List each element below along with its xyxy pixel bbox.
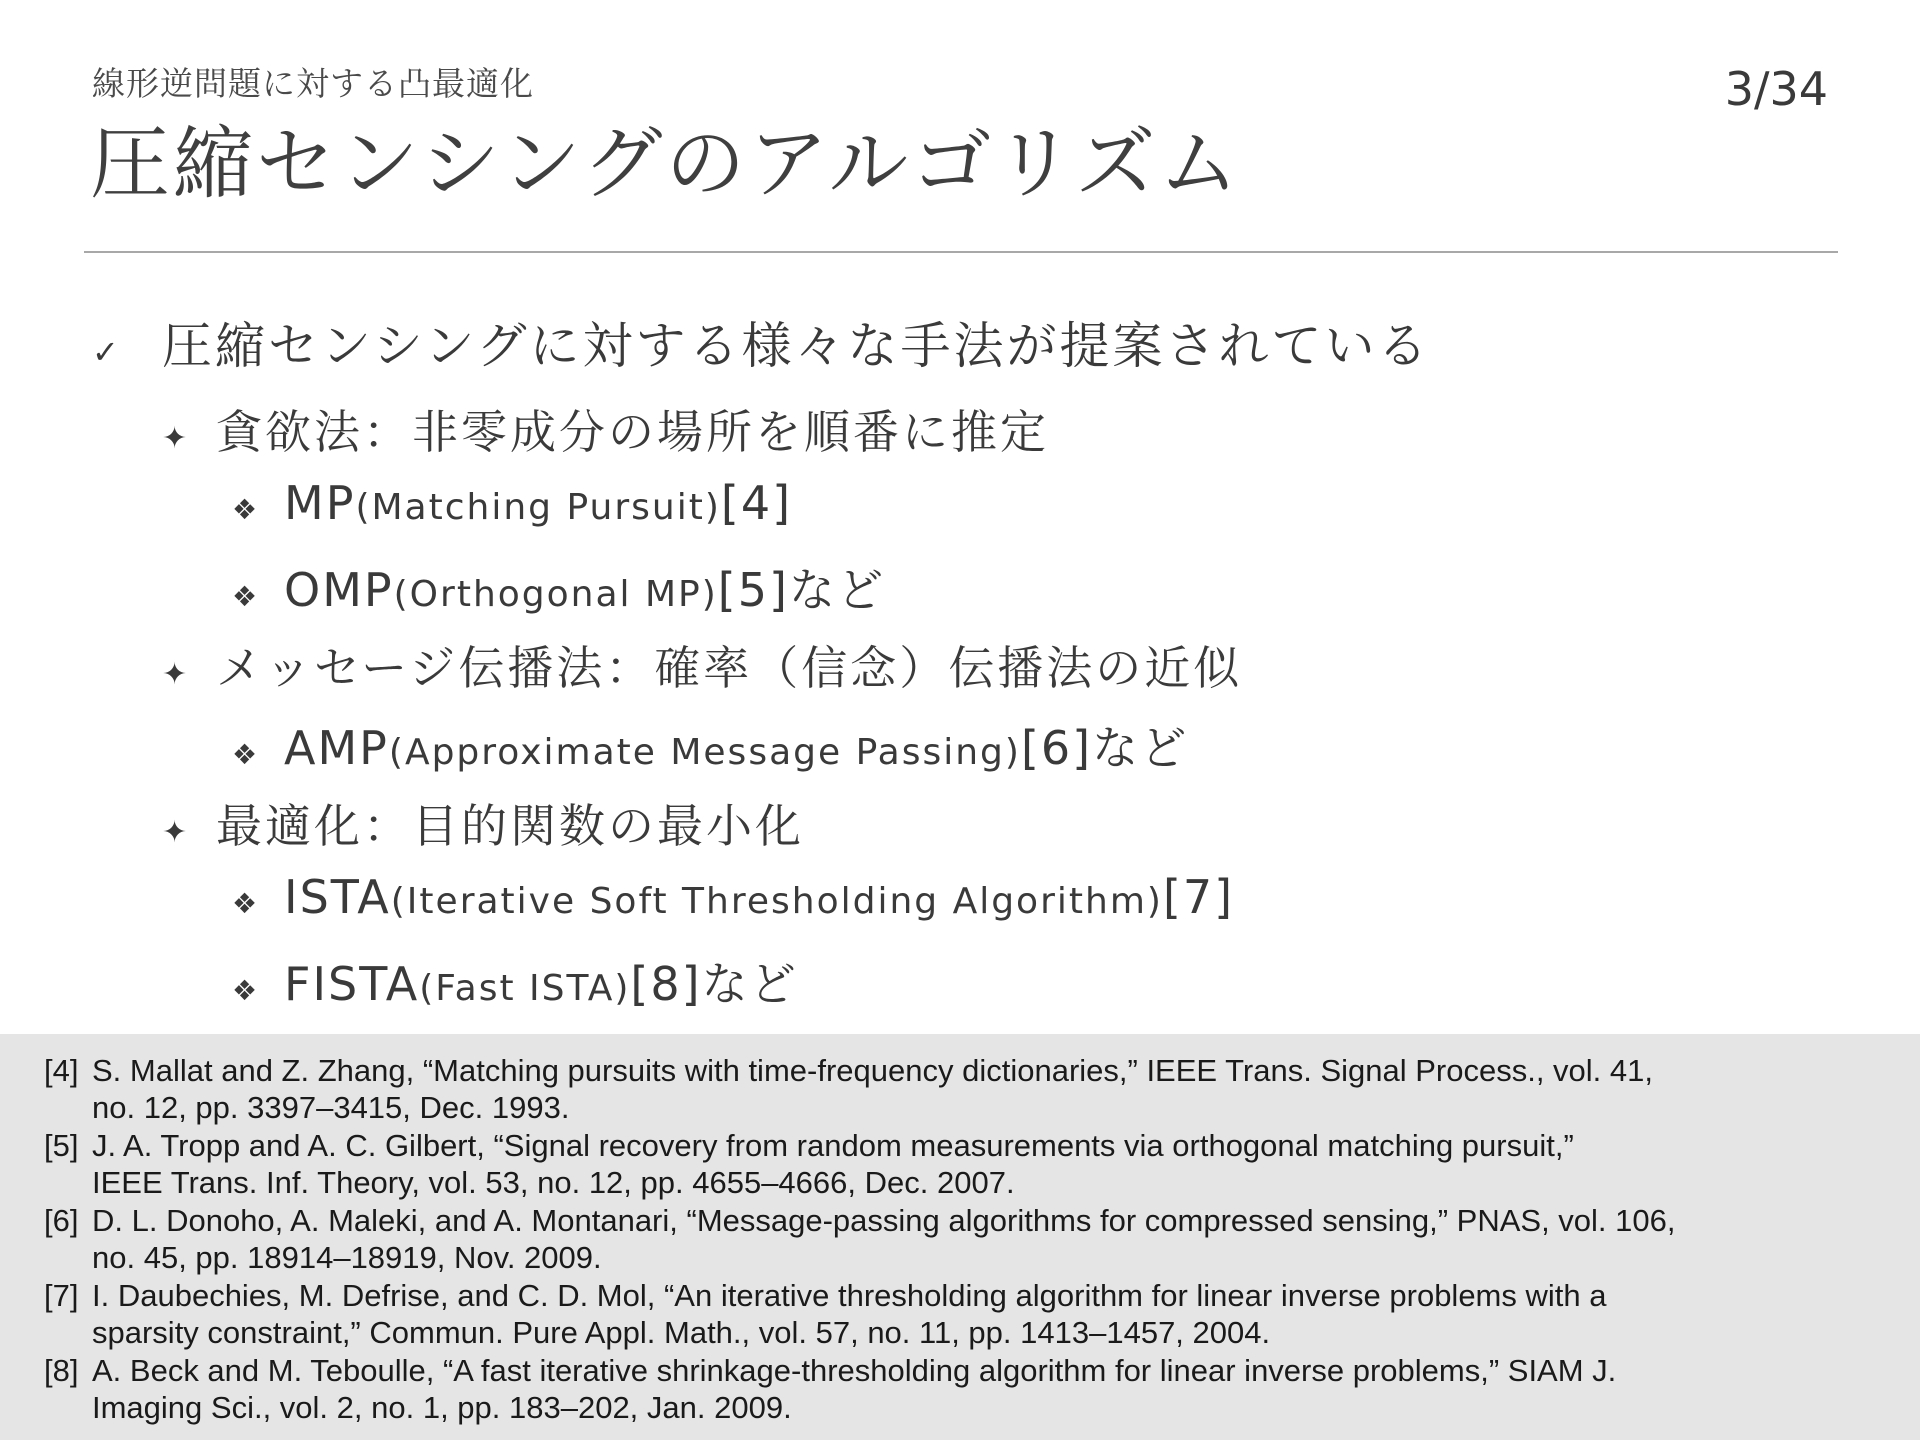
algo-fullname: (Iterative Soft Thresholding Algorithm) bbox=[390, 881, 1163, 922]
diamond-bullet-icon: ❖ bbox=[232, 580, 260, 613]
algo-ref: [5] bbox=[717, 563, 789, 617]
algo-ref: [6] bbox=[1020, 721, 1093, 775]
reference-item bbox=[44, 1352, 1894, 1426]
bullet-optim-text: 最適化：目的関数の最小化 bbox=[216, 799, 804, 853]
checkmark-icon: ✓ bbox=[92, 333, 122, 371]
algo-fullname: (Orthogonal MP) bbox=[393, 574, 718, 615]
reference-tag: [4] bbox=[44, 1053, 79, 1088]
reference-line-2: no. 12, pp. 3397–3415, Dec. 1993. bbox=[92, 1090, 570, 1125]
reference-line-1: S. Mallat and Z. Zhang, “Matching pursuits with time-frequency dictionaries,” IEEE Trans. Signal Process., vol. 41, bbox=[92, 1053, 1654, 1088]
reference-tag: [6] bbox=[44, 1203, 79, 1238]
algo-name: OMP bbox=[284, 563, 394, 617]
bullet-greedy-text: 貪欲法：非零成分の場所を順番に推定 bbox=[216, 405, 1049, 459]
reference-line-2: no. 45, pp. 18914–18919, Nov. 2009. bbox=[92, 1240, 602, 1275]
algo-name: FISTA bbox=[284, 957, 420, 1011]
bullet-fista bbox=[232, 948, 798, 1014]
algo-ref: [4] bbox=[720, 476, 793, 530]
bullet-optimization bbox=[162, 790, 804, 856]
star-bullet-icon: ✦ bbox=[162, 421, 191, 456]
star-bullet-icon: ✦ bbox=[162, 657, 191, 692]
slide-subtitle: 線形逆問題に対する凸最適化 bbox=[92, 64, 534, 103]
diamond-bullet-icon: ❖ bbox=[232, 974, 260, 1007]
bullet-ista bbox=[232, 870, 1234, 924]
page-number: 3/34 bbox=[1724, 62, 1828, 116]
star-bullet-icon: ✦ bbox=[162, 815, 191, 850]
algo-suffix: など bbox=[1092, 721, 1189, 775]
reference-line-1: I. Daubechies, M. Defrise, and C. D. Mol, “An iterative thresholding algorithm for linear inverse problems with a bbox=[92, 1278, 1607, 1313]
reference-line-1: J. A. Tropp and A. C. Gilbert, “Signal recovery from random measurements via orthogonal matching pursuit,” bbox=[92, 1128, 1574, 1163]
title-divider bbox=[84, 251, 1838, 253]
reference-tag: [7] bbox=[44, 1278, 79, 1313]
bullet-omp bbox=[232, 554, 885, 620]
algo-suffix: など bbox=[701, 957, 798, 1011]
reference-tag: [8] bbox=[44, 1353, 79, 1388]
algo-name: AMP bbox=[284, 721, 389, 775]
algo-fullname: (Fast ISTA) bbox=[419, 968, 631, 1009]
diamond-bullet-icon: ❖ bbox=[232, 738, 260, 771]
algo-ref: [8] bbox=[630, 957, 702, 1011]
reference-line-2: Imaging Sci., vol. 2, no. 1, pp. 183–202, Jan. 2009. bbox=[92, 1390, 792, 1425]
reference-line-1: D. L. Donoho, A. Maleki, and A. Montanari, “Message-passing algorithms for compressed sensing,” PNAS, vol. 106, bbox=[92, 1203, 1676, 1238]
bullet-message-text: メッセージ伝播法：確率（信念）伝播法の近似 bbox=[216, 641, 1243, 695]
reference-line-1: A. Beck and M. Teboulle, “A fast iterative shrinkage-thresholding algorithm for linear inverse problems,” SIAM J. bbox=[92, 1353, 1617, 1388]
reference-line-2: IEEE Trans. Inf. Theory, vol. 53, no. 12, pp. 4655–4666, Dec. 2007. bbox=[92, 1165, 1015, 1200]
reference-item bbox=[44, 1127, 1894, 1201]
algo-name: ISTA bbox=[284, 870, 391, 924]
reference-item bbox=[44, 1202, 1894, 1276]
references-panel bbox=[0, 1034, 1920, 1440]
bullet-mp bbox=[232, 476, 792, 530]
reference-item bbox=[44, 1052, 1894, 1126]
algo-fullname: (Approximate Message Passing) bbox=[388, 732, 1021, 773]
bullet-amp bbox=[232, 712, 1188, 778]
reference-item bbox=[44, 1277, 1894, 1351]
algo-ref: [7] bbox=[1162, 870, 1235, 924]
bullet-intro-text: 圧縮センシングに対する様々な手法が提案されている bbox=[162, 317, 1431, 375]
bullet-message-passing bbox=[162, 632, 1242, 698]
algo-suffix: など bbox=[788, 563, 885, 617]
slide-title: 圧縮センシングのアルゴリズム bbox=[90, 117, 1242, 210]
algo-fullname: (Matching Pursuit) bbox=[355, 487, 721, 528]
diamond-bullet-icon: ❖ bbox=[232, 887, 260, 920]
reference-line-2: sparsity constraint,” Commun. Pure Appl. Math., vol. 57, no. 11, pp. 1413–1457, 2004. bbox=[92, 1315, 1271, 1350]
reference-tag: [5] bbox=[44, 1128, 79, 1163]
algo-name: MP bbox=[284, 476, 356, 530]
diamond-bullet-icon: ❖ bbox=[232, 493, 260, 526]
bullet-greedy bbox=[162, 396, 1049, 462]
bullet-intro bbox=[92, 306, 1431, 378]
